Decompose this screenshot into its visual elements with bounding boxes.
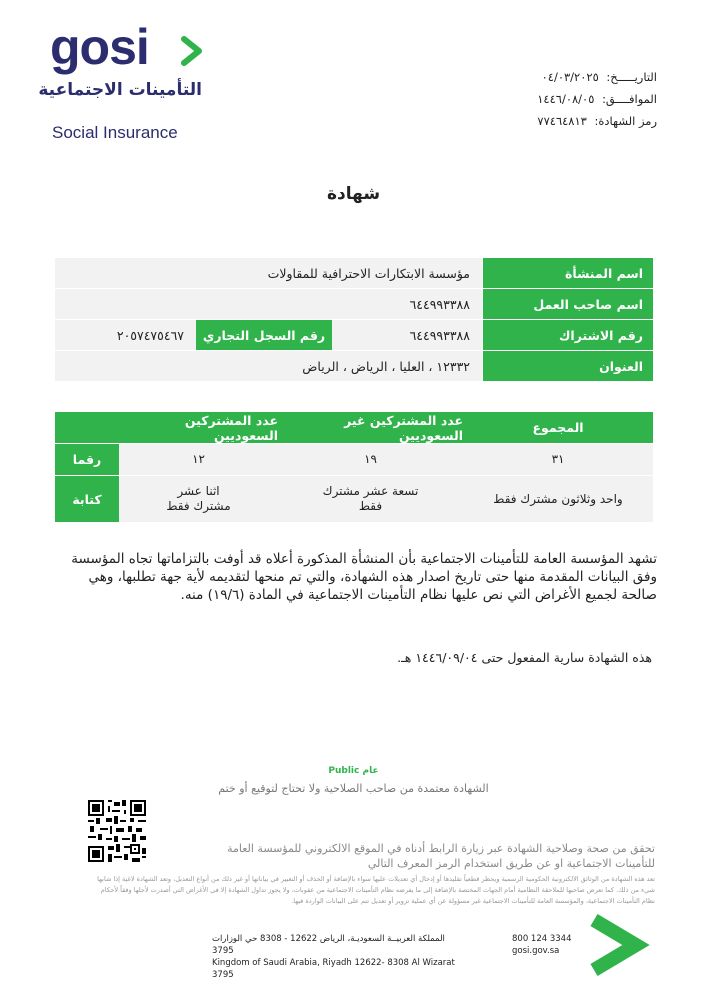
text-row-label: كتابة	[55, 476, 119, 523]
logo-chevron-icon	[180, 36, 204, 66]
verification-instructions	[135, 841, 655, 871]
employer-label: اسم صاحب العمل	[482, 289, 653, 320]
subscription-value: ٦٤٤٩٩٣٣٨٨	[332, 320, 482, 351]
footer-contact	[512, 933, 571, 957]
counts-header-row	[55, 412, 653, 444]
address-value: ١٢٣٣٢ ، العليا ، الرياض ، الرياض	[55, 351, 482, 382]
logo-wordmark: gosi	[50, 19, 149, 75]
numeric-row-label: رقما	[55, 444, 119, 476]
establishment-row	[55, 258, 653, 289]
phone-number[interactable]: 800 124 3344	[512, 934, 572, 944]
certificate-code-label: رمز الشهادة:	[594, 114, 657, 128]
date-row	[467, 66, 657, 88]
certificate-meta	[467, 66, 657, 132]
employer-row	[55, 289, 653, 320]
classification-label: Public عام	[328, 766, 379, 776]
verify-line-1: تحقق من صحة وصلاحية الشهادة عبر زيارة الرابط أدناه في الموقع الالكتروني للمؤسسة العامة	[227, 842, 655, 855]
header-corner	[55, 412, 119, 444]
commercial-register-label: رقم السجل التجاري	[196, 320, 332, 351]
logo-arabic-name: التأمينات الاجتماعية	[38, 80, 202, 100]
saudi-text: اثنا عشر مشترك فقط	[119, 476, 278, 523]
logo-english-name: Social Insurance	[52, 123, 178, 142]
establishment-info-table	[55, 258, 653, 382]
date-value: ٠٤/٠٣/٢٠٢٥	[541, 70, 599, 84]
non-saudi-numeric: ١٩	[278, 444, 463, 476]
employer-value: ٦٤٤٩٩٣٣٨٨	[55, 289, 482, 320]
hijri-date-row	[467, 88, 657, 110]
header-non-saudi: عدد المشتركين غير السعوديين	[278, 412, 463, 444]
subscription-row	[55, 320, 653, 351]
page-title: شهادة	[326, 184, 381, 204]
non-saudi-text: تسعة عشر مشترك فقط	[278, 476, 463, 523]
validity-statement: هذه الشهادة سارية المفعول حتى ١٤٤٦/٠٩/٠٤ هـ.	[397, 650, 652, 665]
address-row	[55, 351, 653, 382]
certificate-statement: تشهد المؤسسة العامة للتأمينات الاجتماعية بأن المنشأة المذكورة أعلاه قد أوفت بالتزاماتها تجاه المؤسسة وفق البيانات المقدمة منها حتى تاريخ اصدار هذه الشهادة، والتي تم منحها لتقديمه لأية جهة تطلبها، وهي صالحة لجميع الأغراض التي نص عليها نظام التأمينات الاجتماعية في المادة (١٩/٦) منه.	[71, 551, 657, 603]
hijri-date-label: الموافــــق:	[602, 92, 657, 106]
establishment-label: اسم المنشأة	[482, 258, 653, 289]
header-total: المجموع	[463, 412, 653, 444]
certificate-code-row	[467, 110, 657, 132]
saudi-numeric: ١٢	[119, 444, 278, 476]
commercial-register-value: ٢٠٥٧٤٧٥٤٦٧	[55, 320, 196, 351]
establishment-value: مؤسسة الابتكارات الاحترافية للمقاولات	[55, 258, 482, 289]
legal-disclaimer: تعد هذه الشهادة من الوثائق الالكترونية الحكومية الرسمية ويحظر قطعياً تقليدها أو إدخال أي تعديلات عليها سواء بالإضافة أو الحذف أو التغيير في بياناتها أو غير ذلك من أنواع التعديل، وتعد الشهادة لاغية إذا شابها شيء من ذلك. كما تعرض صاحبها للملاحقة النظامية أمام الجهات المختصة بالإضافة إلى ما يفرضه نظام التأمينات الاجتماعية من عقوبات، ولا يجوز تداول الشهادة إلا في الأغراض التي أصدرت لأجلها وفقاً لأحكام نظام التأمينات الاجتماعية، والمؤسسة العامة للتأمينات الاجتماعية غير مسؤولة عن أي عملية تزوير أو تعديل تتم على البيانات الواردة فيها.	[97, 875, 655, 905]
address-label: العنوان	[482, 351, 653, 382]
header-saudi: عدد المشتركين السعوديين	[119, 412, 278, 444]
counts-numeric-row	[55, 444, 653, 476]
total-text: واحد وثلاثون مشترك فقط	[463, 476, 653, 523]
counts-text-row	[55, 476, 653, 523]
address-english: Kingdom of Saudi Arabia, Riyadh 12622- 8308 Al Wizarat 3795	[212, 958, 455, 980]
subscriber-counts-table	[55, 412, 653, 523]
website-link[interactable]: gosi.gov.sa	[512, 946, 560, 956]
address-arabic: المملكة العربيــة السعوديـة، الرياض 12622 - 8308 حي الوزارات 3795	[212, 934, 445, 956]
footer-address	[212, 933, 467, 981]
footer-chevron-icon	[584, 914, 652, 976]
certificate-code-value: ٧٧٤٦٤٨١٣	[537, 114, 587, 128]
date-label: التاريـــــخ:	[606, 70, 657, 84]
hijri-date-value: ١٤٤٦/٠٨/٠٥	[537, 92, 595, 106]
no-signature-note: الشهادة معتمدة من صاحب الصلاحية ولا تحتاج لتوقيع أو ختم	[218, 782, 489, 795]
total-numeric: ٣١	[463, 444, 653, 476]
subscription-label: رقم الاشتراك	[482, 320, 653, 351]
verify-line-2: للتأمينات الاجتماعية او عن طريق استخدام الرمز المعرف التالي	[367, 857, 655, 870]
